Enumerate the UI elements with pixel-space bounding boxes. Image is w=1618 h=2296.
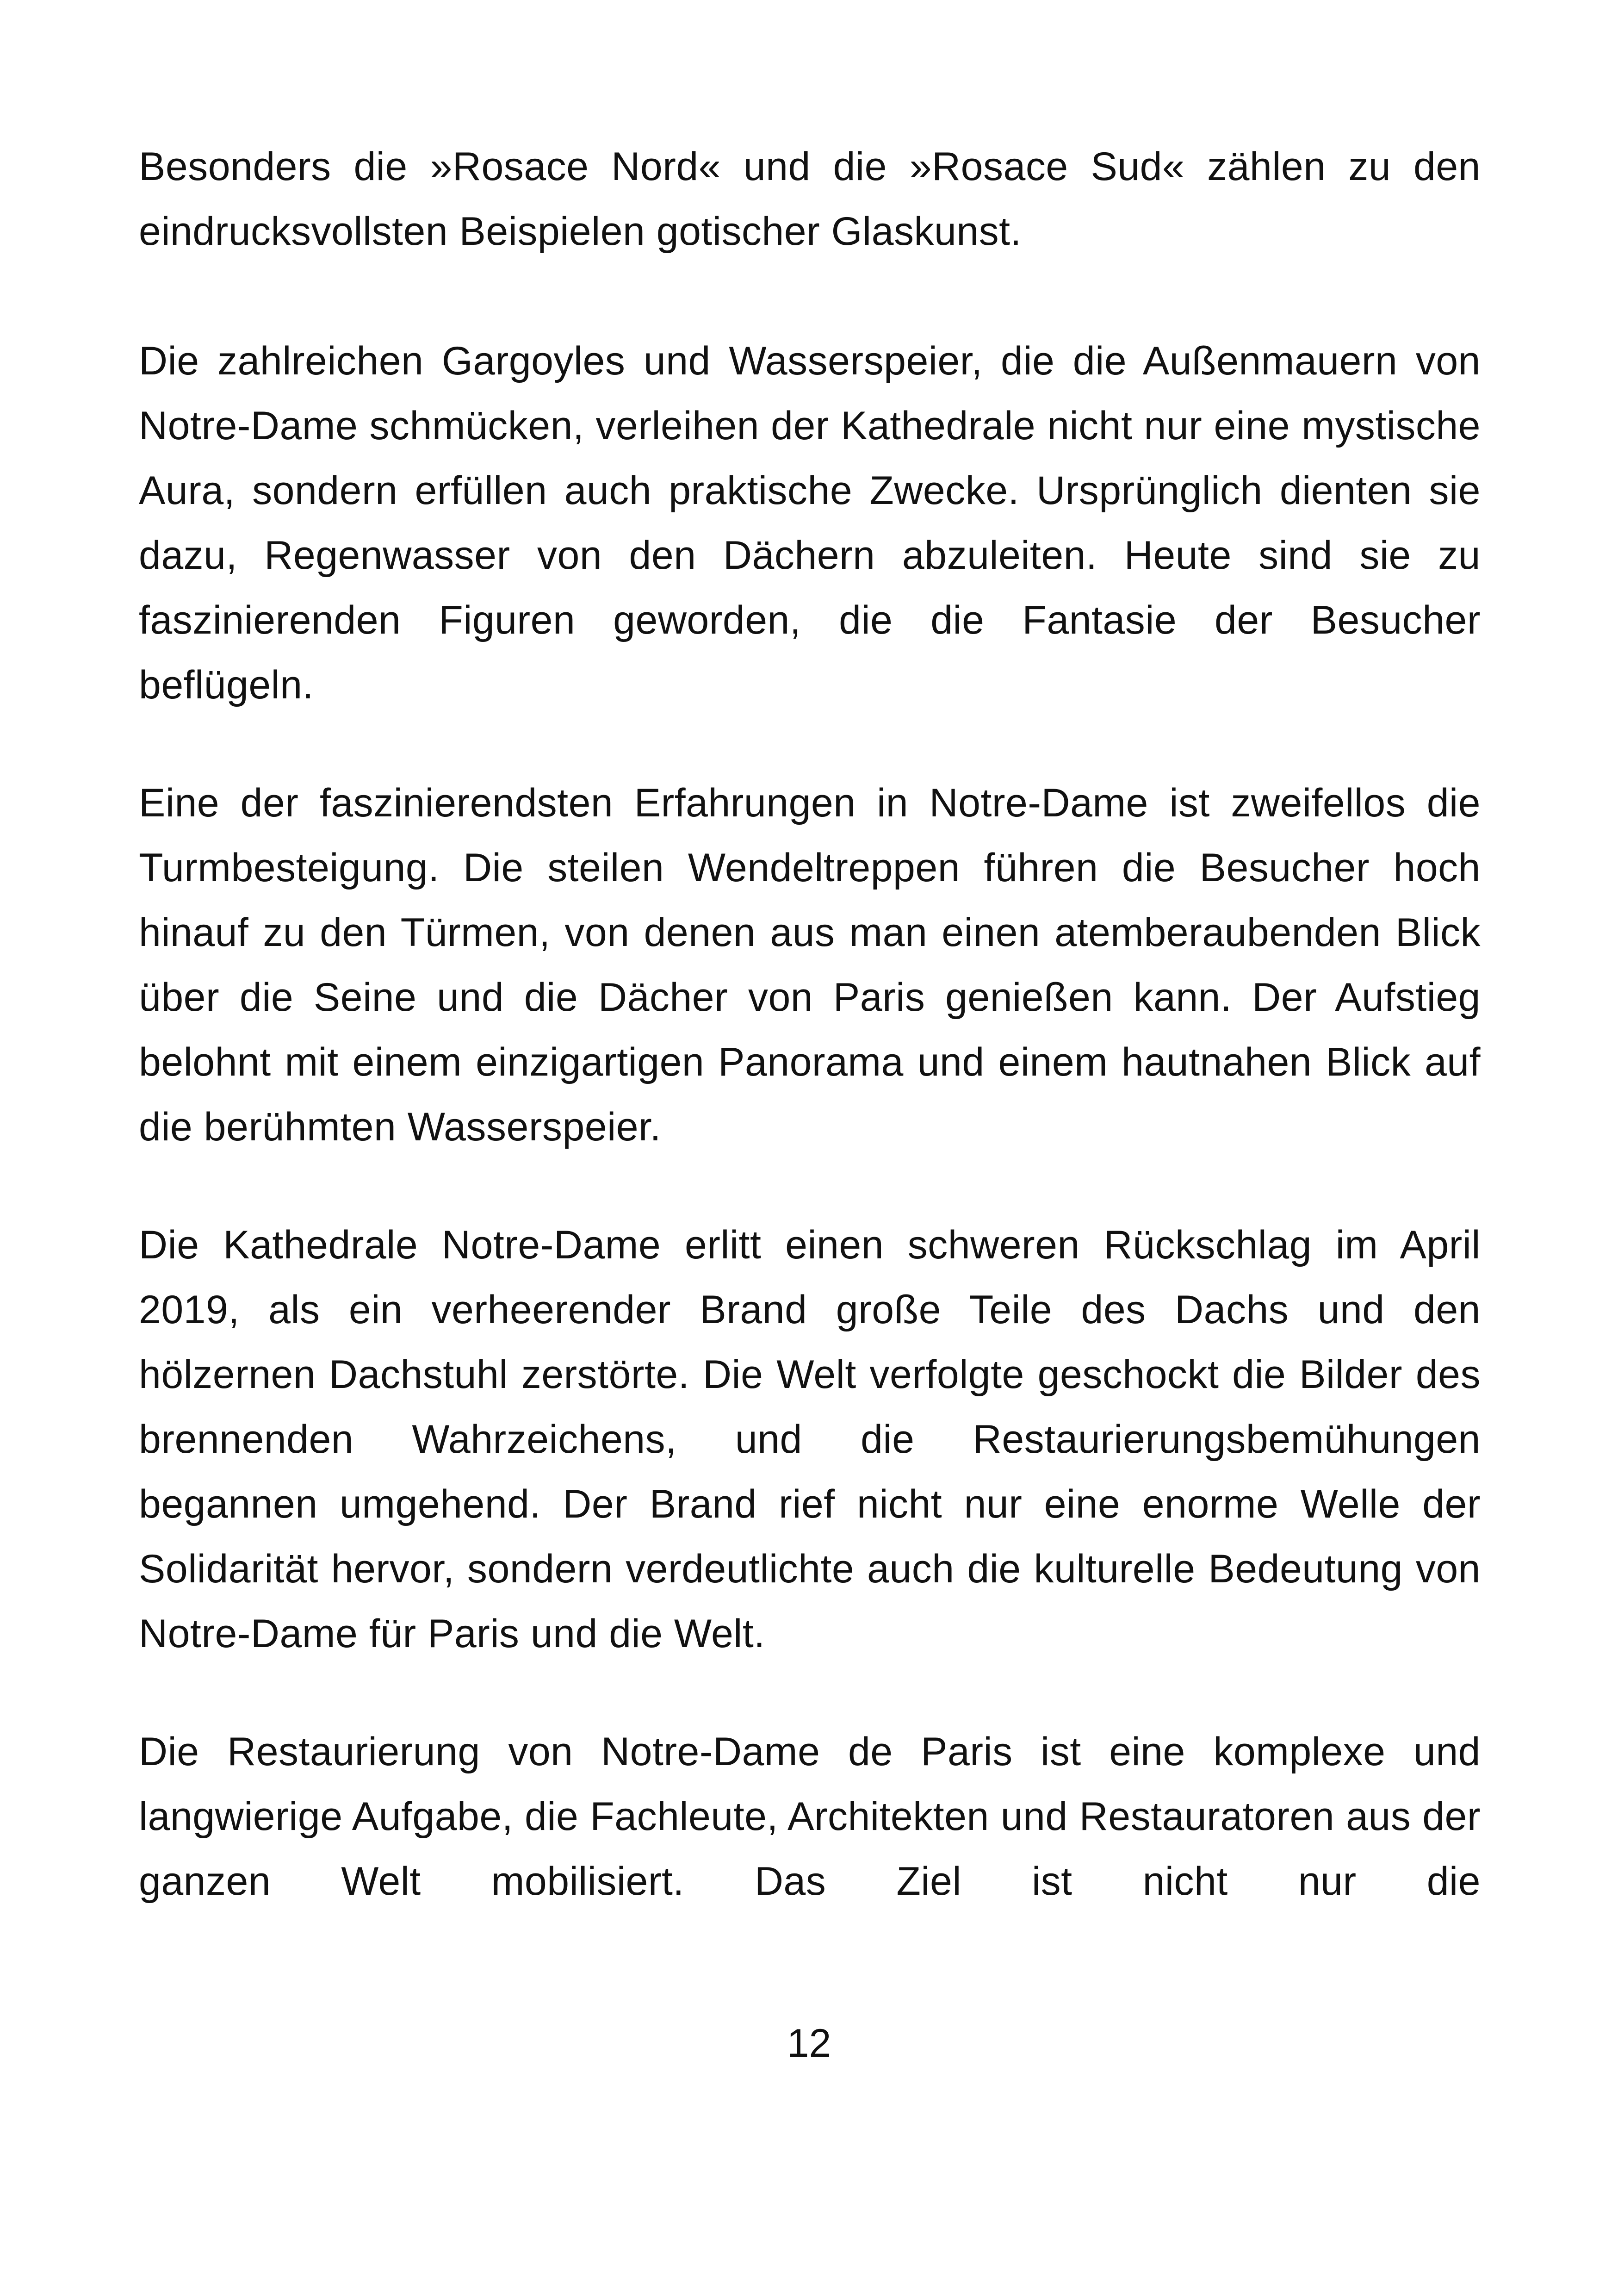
paragraph-restoration: [139, 1719, 1481, 1914]
paragraph-rosace: [139, 134, 1481, 264]
paragraph-text: Die Kathedrale Notre-Dame erlitt einen schweren Rückschlag im April 2019, als ein verheerender Brand große Teile des Dachs und den hölzernen Dachstuhl zerstörte. Die Welt verfolgte geschockt die Bilder des brennenden Wahrzeichens, und die Restaurierungsbemühungen begannen umgehend. Der Brand rief nicht nur eine enorme Welle der Solidarität hervor, sondern verdeutlichte auch die kulturelle Bedeutung von Notre-Dame für Paris und die Welt.: [139, 1223, 1481, 1656]
paragraph-text: Besonders die »Rosace Nord« und die »Rosace Sud« zählen zu den eindrucksvollsten Beispielen gotischer Glaskunst.: [139, 144, 1481, 254]
paragraph-fire-2019: [139, 1213, 1481, 1666]
paragraph-gargoyles: [139, 329, 1481, 717]
paragraph-tower-climb: [139, 771, 1481, 1159]
paragraph-text: Die Restaurierung von Notre-Dame de Paris ist eine komplexe und langwierige Aufgabe, die Fachleute, Architekten und Restauratoren aus der ganzen Welt mobilisiert. Das Ziel ist nicht nur die: [139, 1730, 1481, 1904]
paragraph-text: Eine der faszinierendsten Erfahrungen in Notre-Dame ist zweifellos die Turmbesteigung. Die steilen Wendeltreppen führen die Besucher hoch hinauf zu den Türmen, von denen aus man einen atemberaubenden Blick über die Seine und die Dächer von Paris genießen kann. Der Aufstieg belohnt mit einem einzigartigen Panorama und einem hautnahen Blick auf die berühmten Wasserspeier.: [139, 781, 1481, 1149]
page-number: 12: [787, 2021, 831, 2066]
paragraph-text: Die zahlreichen Gargoyles und Wasserspeier, die die Außenmauern von Notre-Dame schmücken, verleihen der Kathedrale nicht nur eine mystische Aura, sondern erfüllen auch praktische Zwecke. Ursprünglich dienten sie dazu, Regenwasser von den Dächern abzuleiten. Heute sind sie zu faszinierenden Figuren geworden, die die Fantasie der Besucher beflügeln.: [139, 339, 1481, 707]
